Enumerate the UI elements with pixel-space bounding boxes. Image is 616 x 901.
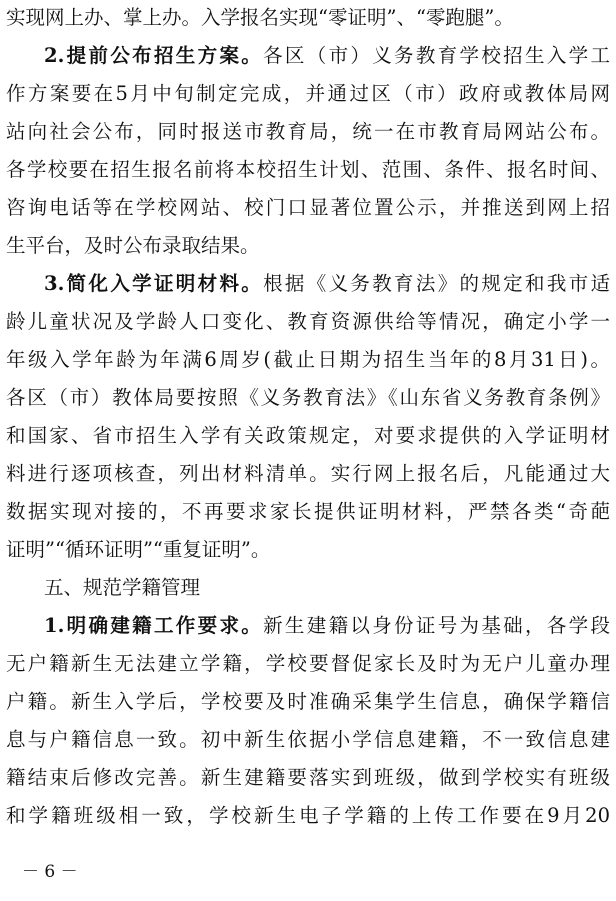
paragraph-line bbox=[6, 536, 610, 564]
line-text: 根据《义务教育法》的规定和我市适 bbox=[263, 272, 610, 295]
paragraph-line bbox=[44, 42, 610, 70]
line-text: 料进行逐项核查，列出材料清单。实行网上报名后，凡能通过大 bbox=[6, 462, 610, 485]
section-title-line bbox=[44, 574, 610, 602]
paragraph-line bbox=[6, 384, 610, 412]
paragraph-line bbox=[6, 194, 610, 222]
line-text: 籍结束后修改完善。新生建籍要落实到班级，做到学校实有班级 bbox=[6, 766, 610, 789]
line-text: 咨询电话等在学校网站、校门口显著位置公示，并推送到网上招 bbox=[6, 196, 610, 219]
section-heading: 2.提前公布招生方案。 bbox=[44, 44, 264, 67]
paragraph-line bbox=[6, 460, 610, 488]
paragraph-line bbox=[6, 4, 610, 32]
paragraph-line bbox=[44, 270, 610, 298]
paragraph-line bbox=[6, 802, 610, 830]
paragraph-line bbox=[6, 688, 610, 716]
paragraph-line bbox=[6, 498, 610, 526]
line-text: 各区（市）义务教育学校招生入学工 bbox=[263, 44, 610, 67]
line-text: 作方案要在5月中旬制定完成，并通过区（市）政府或教体局网 bbox=[6, 82, 610, 105]
section-heading: 3.简化入学证明材料。 bbox=[44, 272, 264, 295]
paragraph-line bbox=[44, 612, 610, 640]
paragraph-line bbox=[6, 346, 610, 374]
line-text: 和学籍班级相一致，学校新生电子学籍的上传工作要在9月20 bbox=[6, 804, 610, 827]
paragraph-line bbox=[6, 764, 610, 792]
paragraph-line bbox=[6, 232, 610, 260]
line-text: 息与户籍信息一致。初中新生依据小学信息建籍，不一致信息建 bbox=[6, 728, 610, 751]
line-text: 年级入学年龄为年满6周岁(截止日期为招生当年的8月31日)。 bbox=[6, 348, 610, 371]
section-title: 五、规范学籍管理 bbox=[44, 576, 201, 599]
paragraph-line bbox=[6, 650, 610, 678]
paragraph-line bbox=[6, 422, 610, 450]
paragraph-line bbox=[6, 80, 610, 108]
line-text: 和国家、省市招生入学有关政策规定，对要求提供的入学证明材 bbox=[6, 424, 610, 447]
paragraph-line bbox=[6, 726, 610, 754]
paragraph-line bbox=[6, 308, 610, 336]
line-text: 生平台，及时公布录取结果。 bbox=[6, 234, 260, 257]
line-text: 各学校要在招生报名前将本校招生计划、范围、条件、报名时间、 bbox=[6, 158, 610, 181]
line-text: 各区（市）教体局要按照《义务教育法》《山东省义务教育条例》 bbox=[6, 386, 610, 409]
line-text: 户籍。新生入学后，学校要及时准确采集学生信息，确保学籍信 bbox=[6, 690, 610, 713]
line-text: 龄儿童状况及学龄人口变化、教育资源供给等情况，确定小学一 bbox=[6, 310, 610, 333]
line-text: 实现网上办、掌上办。入学报名实现“零证明”、“零跑腿”。 bbox=[6, 6, 514, 29]
paragraph-line bbox=[6, 156, 610, 184]
line-text: 证明”“循环证明”“重复证明”。 bbox=[6, 538, 271, 561]
line-text: 站向社会公布，同时报送市教育局，统一在市教育局网站公布。 bbox=[6, 120, 610, 143]
section-heading: 1.明确建籍工作要求。 bbox=[44, 614, 264, 637]
paragraph-line bbox=[6, 118, 610, 146]
line-text: 无户籍新生无法建立学籍，学校要督促家长及时为无户儿童办理 bbox=[6, 652, 610, 675]
page-number: － 6 － bbox=[22, 862, 78, 882]
line-text: 数据实现对接的，不再要求家长提供证明材料，严禁各类“奇葩 bbox=[6, 500, 610, 523]
line-text: 新生建籍以身份证号为基础，各学段 bbox=[263, 614, 610, 637]
